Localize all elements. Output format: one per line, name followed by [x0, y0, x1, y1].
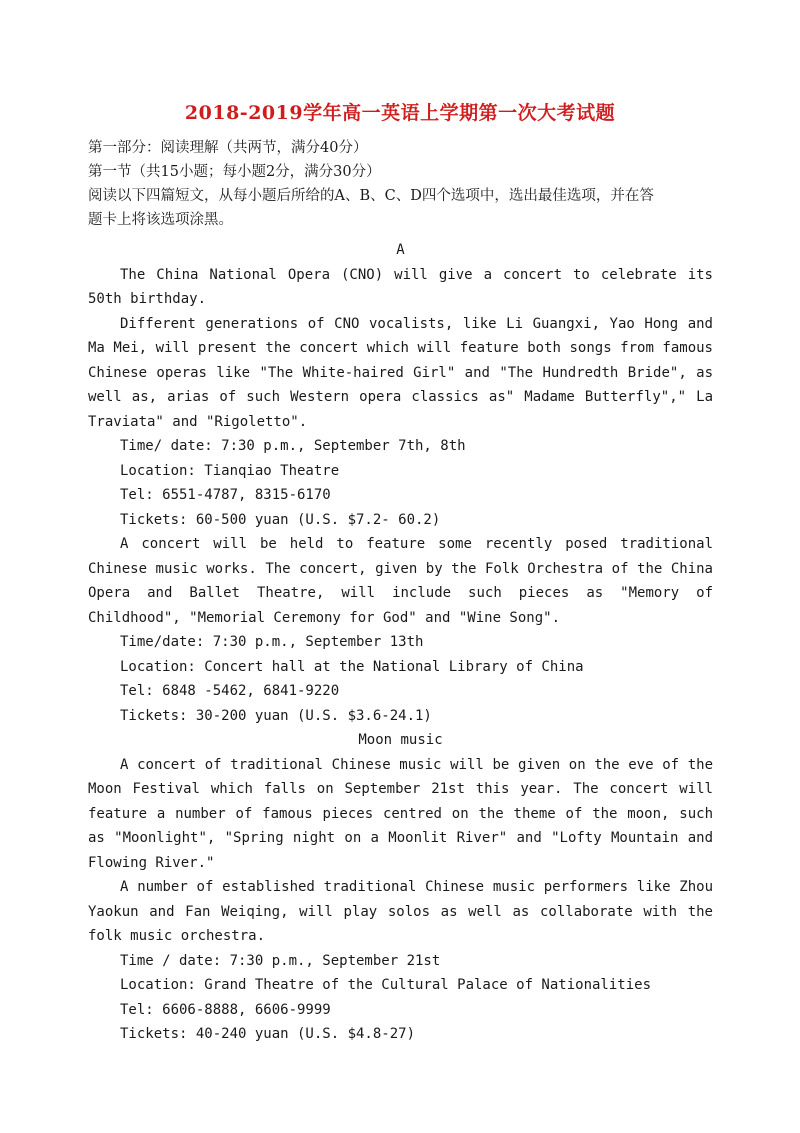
event3-tickets: Tickets: 40-240 yuan (U.S. $4.8-27): [120, 1026, 416, 1042]
event1-tel: Tel: 6551-4787, 8315-6170: [120, 487, 331, 503]
event3-tel: Tel: 6606-8888, 6606-9999: [120, 1001, 331, 1018]
event2-tel: Tel: 6848 -5462, 6841-9220: [120, 683, 340, 699]
paragraph-1: The China National Opera (CNO) will give a concert to celebrate its 50th birthday.: [88, 266, 713, 307]
passage-a: [88, 238, 713, 1047]
event2-location: Location: Concert hall at the National Library of China: [120, 658, 584, 675]
paragraph-4: A concert of traditional Chinese music will be given on the eve of the Moon Festival which falls on September 21st this year. The concert will feature a number of famous pieces centred on the theme of the moon, such as "Moonlight", "Spring night on a Moonlit River" and "Lofty Mountain and Flowing River.": [88, 756, 713, 871]
instruction-line-1: 阅读以下四篇短文，从每小题后所给的A、B、C、D四个选项中，选出最佳选项，并在答: [88, 188, 654, 204]
event3-time: Time / date: 7:30 p.m., September 21st: [120, 952, 441, 969]
paragraph-5: A number of established traditional Chinese music performers like Zhou Yaokun and Fan Weiqing, will play solos as well as collaborate with the folk music orchestra.: [88, 879, 713, 944]
event1-location: Location: Tianqiao Theatre: [120, 462, 340, 479]
paragraph-2: Different generations of CNO vocalists, like Li Guangxi, Yao Hong and Ma Mei, will present the concert which will feature both songs from famous Chinese operas like "The White-haired Girl" and "The Hundredth Bride", as well as, arias of such Western opera classics as" Madame Butterfly"," La Traviata" and "Rigoletto".: [88, 315, 713, 430]
event3-location: Location: Grand Theatre of the Cultural Palace of Nationalities: [120, 977, 652, 993]
moon-music-heading: Moon music: [358, 732, 443, 748]
event1-tickets: Tickets: 60-500 yuan (U.S. $7.2- 60.2): [120, 511, 441, 528]
instruction-line-2: 题卡上将该选项涂黑。: [88, 212, 233, 228]
exam-title: 2018-2019学年高一英语上学期第一次大考试题: [184, 102, 616, 124]
passage-letter: A: [396, 242, 405, 258]
event1-time: Time/ date: 7:30 p.m., September 7th, 8th: [120, 438, 466, 454]
exam-intro: [88, 136, 718, 232]
part-heading: 第一部分：阅读理解（共两节，满分40分）: [88, 140, 368, 156]
paragraph-3: A concert will be held to feature some recently posed traditional Chinese music works. The concert, given by the Folk Orchestra of the China Opera and Ballet Theatre, will include such pieces as "Memory of Childhood", "Memorial Ceremony for God" and "Wine Song".: [88, 536, 713, 626]
section-heading: 第一节（共15小题；每小题2分，满分30分）: [88, 164, 381, 180]
event2-tickets: Tickets: 30-200 yuan (U.S. $3.6-24.1): [120, 707, 432, 724]
event2-time: Time/date: 7:30 p.m., September 13th: [120, 634, 424, 650]
